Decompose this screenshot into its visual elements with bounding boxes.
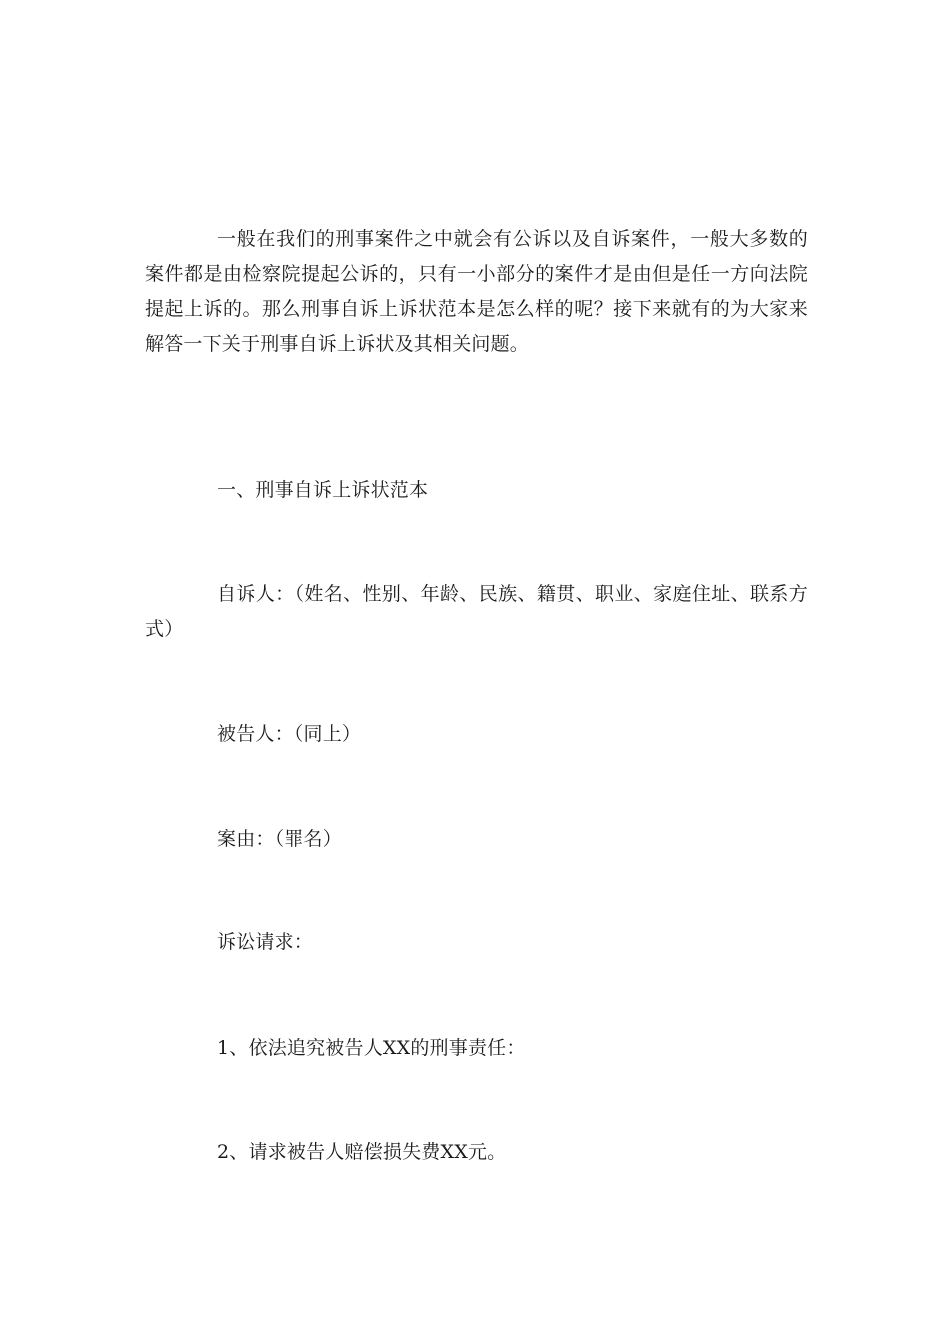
claim-item-1: 1、依法追究被告人XX的刑事责任： <box>217 1037 526 1059</box>
cause-line: 案由：（罪名） <box>217 828 342 850</box>
section-heading: 一、刑事自诉上诉状范本 <box>217 479 429 501</box>
claim-item-2: 2、请求被告人赔偿损失费XX元。 <box>217 1141 507 1163</box>
intro-paragraph: 一般在我们的刑事案件之中就会有公诉以及自诉案件，一般大多数的案件都是由检察院提起公诉的，只有一小部分的案件才是由但是任一方向法院提起上诉的。那么刑事自诉上诉状范本是怎么样的呢？接下来就有的为大家来解答一下关于刑事自诉上诉状及其相关问题。 <box>145 228 808 355</box>
plaintiff-line: 自诉人：（姓名、性别、年龄、民族、籍贯、职业、家庭住址、联系方式） <box>145 583 808 640</box>
claims-label: 诉讼请求： <box>217 931 314 953</box>
defendant-line: 被告人：（同上） <box>217 723 362 745</box>
